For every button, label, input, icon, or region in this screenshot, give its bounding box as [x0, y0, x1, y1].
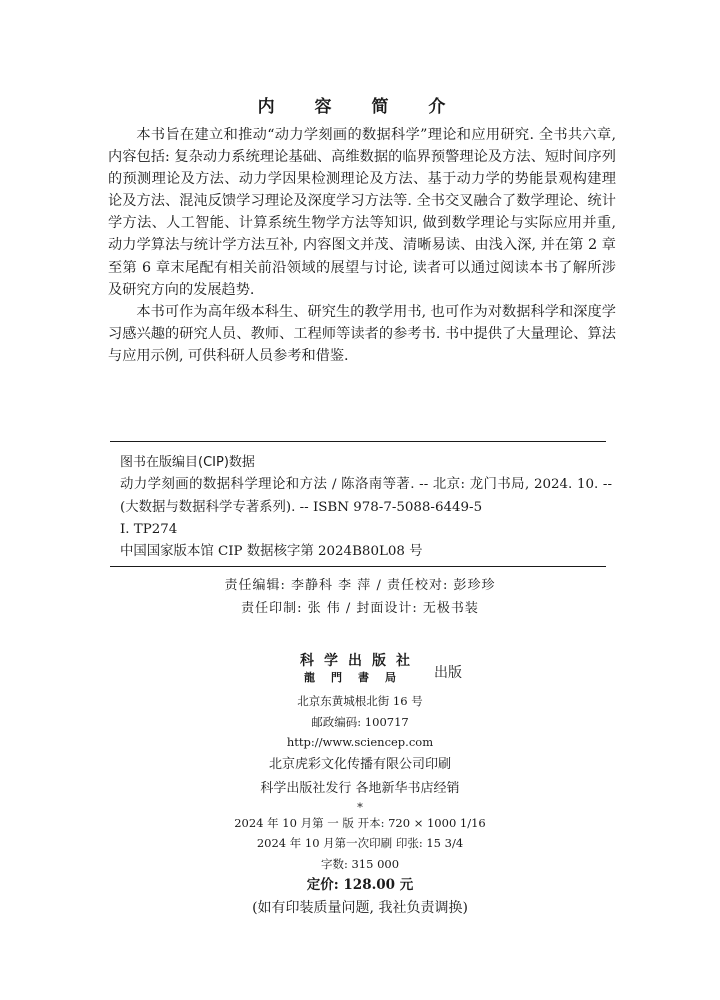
staff-credits	[0, 574, 720, 620]
cip-top-divider	[110, 441, 606, 442]
intro-body	[108, 124, 616, 367]
publisher-postcode: 邮政编码: 100717	[311, 714, 409, 729]
cip-title: 图书在版编目(CIP)数据	[120, 455, 255, 470]
intro-title: 内 容 简 介	[257, 97, 463, 117]
distribution-info: 科学出版社发行 各地新华书店经销	[260, 780, 460, 796]
cip-record-number: 中国国家版本馆 CIP 数据核字第 2024B80L08 号	[120, 544, 423, 560]
publisher-address: 北京东黄城根北街 16 号	[297, 694, 423, 708]
intro-paragraph: 本书旨在建立和推动“动力学刻画的数据科学”理论和应用研究. 全书共六章, 内容包括: 复杂动力系统理论基础、高维数据的临界预警理论及方法、短时间序列的预测理论及方法、动力学因果检测理论及方法、基于动力学的势能景观构建理论及方法、混沌反馈学习理论及深度学习方法等. 全书交叉融合了数学理论、统计学方法、人工智能、计算系统生物学方法等知识, 做到数学理论与实际应用并重, 动力学算法与统计学方法互补, 内容图文并茂、清晰易读、由浅入深, 并在第 2 章至第 6 章末尾配有相关前沿领域的展望与讨论, 读者可以通过阅读本书了解所涉及研究方向的发展趋势.	[108, 127, 616, 298]
word-count: 字数: 315 000	[320, 856, 400, 871]
publisher-name-science-press: 科学出版社	[300, 653, 420, 669]
publisher-name-longmen: 龍門書局	[304, 671, 412, 684]
staff-line-production: 责任印制: 张 伟 / 封面设计: 无极书装	[241, 601, 479, 616]
publisher-website: http://www.sciencep.com	[286, 735, 434, 749]
edition-info: 2024 年 10 月第 一 版 开本: 720 × 1000 1/16	[234, 815, 486, 830]
quality-note: (如有印装质量问题, 我社负责调换)	[252, 900, 468, 916]
printer-info: 北京虎彩文化传播有限公司印刷	[268, 756, 451, 772]
cip-bottom-divider	[110, 566, 606, 567]
price: 定价: 128.00 元	[306, 877, 414, 893]
cip-description: 动力学刻画的数据科学理论和方法 / 陈洛南等著. -- 北京: 龙门书局, 2024. 10. -- (大数据与数据科学专著系列). -- ISBN 978-7-5088-6449-5	[120, 477, 612, 515]
publisher-suffix: 出版	[434, 665, 462, 681]
intro-paragraph: 本书可作为高年级本科生、研究生的教学用书, 也可作为对数据科学和深度学习感兴趣的研究人员、教师、工程师等读者的参考书. 书中提供了大量理论、算法与应用示例, 可供科研人员参考和借鉴.	[108, 303, 616, 364]
staff-line-editors: 责任编辑: 李静科 李 萍 / 责任校对: 彭珍珍	[224, 578, 496, 593]
separator-star: *	[357, 799, 363, 814]
cip-block	[120, 452, 612, 563]
printing-info: 2024 年 10 月第一次印刷 印张: 15 3/4	[256, 836, 464, 850]
cip-classification: Ⅰ. TP274	[120, 521, 178, 537]
imprint-block	[0, 691, 720, 920]
